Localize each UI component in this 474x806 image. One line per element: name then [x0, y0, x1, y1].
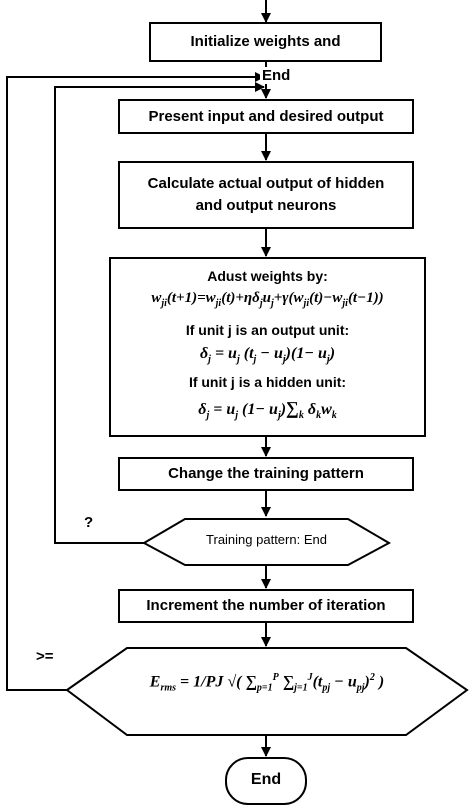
adjust-box [109, 257, 426, 437]
change-label: Change the training pattern [168, 465, 364, 482]
calc-box [118, 161, 414, 229]
init-label: Initialize weights and [190, 33, 341, 50]
adjust-title: Adust weights by: [207, 268, 328, 284]
end-top-label: End [262, 67, 291, 84]
loop1-label: ? [84, 514, 94, 531]
init-box [149, 22, 382, 62]
loop2-label: >= [36, 648, 54, 665]
calc-label-line2: and output neurons [195, 197, 337, 214]
end-bottom-label: End [250, 771, 282, 788]
change-box [118, 457, 414, 491]
increment-label: Increment the number of iteration [146, 597, 386, 614]
output-delta-formula: $\delta_j = u_j$ $(t_j - u_j)(1- u_j)$ [199, 345, 336, 366]
present-label: Present input and desired output [148, 107, 384, 125]
rms-error-formula: $E_{rms} = 1/PJ$ √( $\sum_{p=1}^P$ $\sum_{j=1}^J(t_{pj} - u_{pj})^2$ ) [149, 672, 385, 694]
decision1-label: Training pattern: End [206, 532, 327, 547]
if-hidden-unit-label: If unit j is a hidden unit: [188, 374, 347, 390]
increment-box [118, 589, 414, 623]
calc-label-line1: Calculate actual output of hidden [147, 175, 385, 192]
weight-update-formula: $w_{ji}(t+1)=w_{ji}(t)+\eta\delta_ju_j+\gamma(w_{ji}(t)-w_{ji}(t-1))$ [151, 290, 384, 309]
present-box [118, 99, 414, 134]
if-output-unit-label: If unit j is an output unit: [185, 322, 350, 338]
hidden-delta-formula: $\delta_j = u_j$ $(1- u_j)\sum_k$ $\delta_kw_k$ [198, 398, 337, 422]
